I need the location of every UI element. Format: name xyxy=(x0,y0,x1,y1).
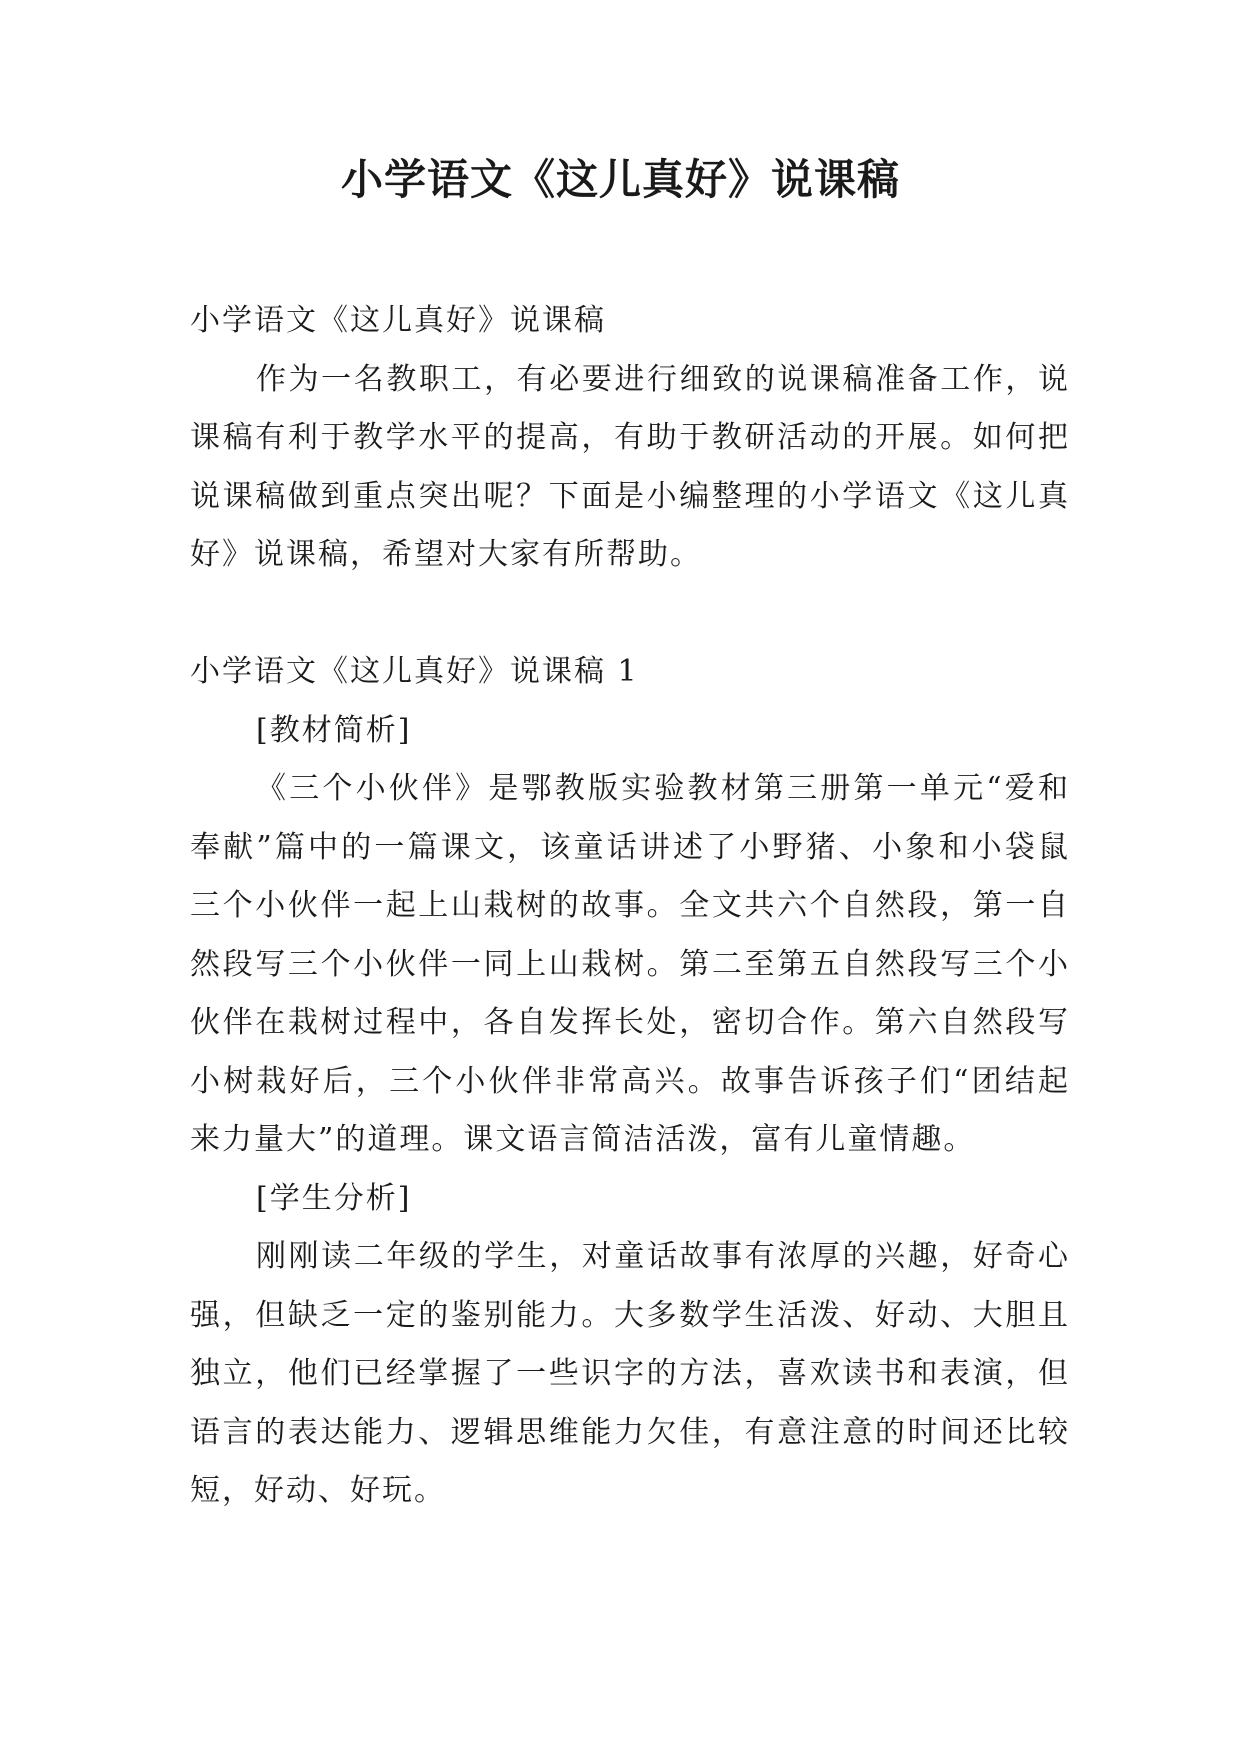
textbook-analysis-paragraph: 《三个小伙伴》是鄂教版实验教材第三册第一单元“爱和奉献”篇中的一篇课文，该童话讲述了小野猪、小象和小袋鼠三个小伙伴一起上山栽树的故事。全文共六个自然段，第一自然段写三个小伙伴一同上山栽树。第二至第五自然段写三个小伙伴在栽树过程中，各自发挥长处，密切合作。第六自然段写小树栽好后，三个小伙伴非常高兴。故事告诉孩子们“团结起来力量大”的道理。课文语言简洁活泼，富有儿童情趣。 xyxy=(190,771,1070,1157)
document-body xyxy=(190,292,1070,1521)
student-analysis-paragraph: 刚刚读二年级的学生，对童话故事有浓厚的兴趣，好奇心强，但缺乏一定的鉴别能力。大多数学生活泼、好动、大胆且独立，他们已经掌握了一些识字的方法，喜欢读书和表演，但语言的表达能力、逻辑思维能力欠佳，有意注意的时间还比较短，好动、好玩。 xyxy=(190,1239,1070,1508)
document-subtitle: 小学语文《这儿真好》说课稿 xyxy=(190,303,606,338)
document-title: 小学语文《这儿真好》说课稿 xyxy=(340,155,900,204)
subheading-student-analysis: [学生分析] xyxy=(256,1180,412,1216)
intro-paragraph: 作为一名教职工，有必要进行细致的说课稿准备工作，说课稿有利于教学水平的提高，有助于教研活动的开展。如何把说课稿做到重点突出呢？下面是小编整理的小学语文《这儿真好》说课稿，希望对大家有所帮助。 xyxy=(190,361,1070,572)
subheading-textbook-analysis: [教材简析] xyxy=(256,712,412,748)
paragraph-gap xyxy=(190,585,1070,644)
section-heading: 小学语文《这儿真好》说课稿 1 xyxy=(190,654,639,689)
